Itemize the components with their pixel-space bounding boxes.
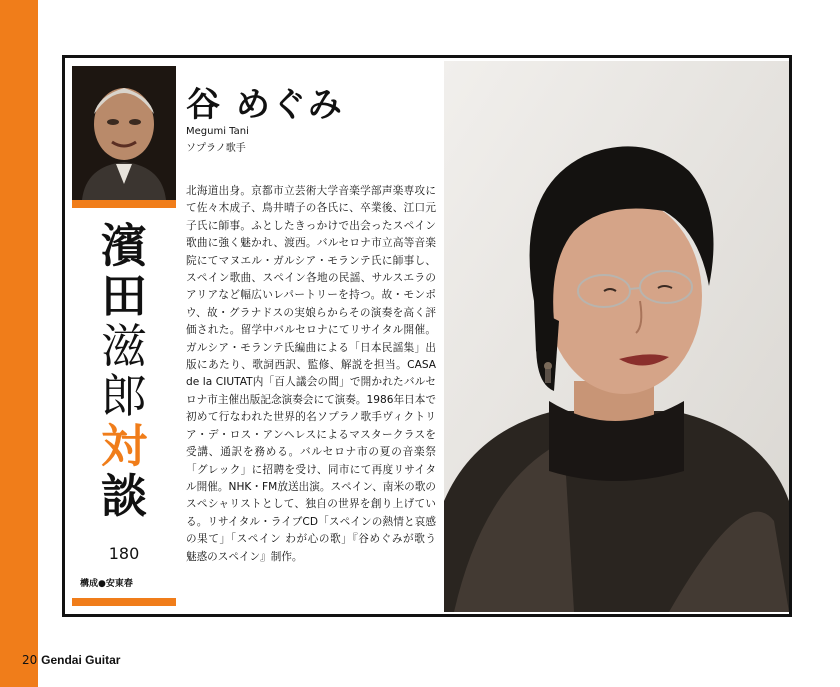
series-title-char-1: 濱: [101, 219, 147, 273]
series-title: [72, 221, 176, 521]
series-title-char-4: 郎: [101, 369, 147, 423]
host-portrait-image: [72, 66, 176, 200]
portrait-underline: [72, 200, 176, 208]
guest-name-jp: 谷 めぐみ: [186, 85, 344, 125]
magazine-name: Gendai Guitar: [41, 653, 121, 667]
page-footer: [22, 653, 120, 667]
series-column: [72, 66, 176, 612]
issue-number: 180: [108, 544, 140, 563]
page-number: 20: [22, 653, 38, 667]
host-portrait: [72, 66, 176, 200]
guest-bio: 北海道出身。京都市立芸術大学音楽学部声楽専攻にて佐々木成子、鳥井晴子の各氏に、卒業後、江口元子氏に師事。ふとしたきっかけで出会ったスペイン歌曲に強く魅かれ、渡西。バルセロナ市立高等音楽院にてマヌエル・ガルシア・モランテ氏に師事し、スペイン歌曲、スペイン各地の民謡、サルスエラのアリアなど幅広いレパートリーを持つ。故・モンポウ、故・グラナドスの実娘らからその演奏を高く評価された。留学中バルセロナにてリサイタル開催。ガルシア・モランテ氏編曲による「日本民謡集」出版にあたり、歌詞西訳、監修、解説を担当。CASA de la CIUTAT内「百人議会の間」で開かれたバルセロナ市主催出版記念演奏会にて演奏。1986年日本で初めて行なわれた世界的名ソプラノ歌手ヴィクトリア・デ・ロス・アンヘレスによるマスタークラスを受講、通訳を務める。バルセロナ市の夏の音楽祭「グレック」に招聘を受け、同市にて再度リサイタル開催。NHK・FM放送出演。スペイン、南米の歌のスペシャリストとして、独自の世界を創り上げている。リサイタル・ライブCD「スペインの熱情と哀感の果て」「スペイン わが心の歌」『谷めぐみが歌う 魅惑のスペイン』制作。: [186, 185, 436, 563]
guest-name-en: Megumi Tani: [186, 126, 249, 137]
guest-photo-image: [444, 61, 789, 612]
guest-role: ソプラノ歌手: [186, 143, 246, 154]
credit-line: 構成●安東春: [80, 579, 133, 589]
series-title-char-3: 滋: [101, 319, 147, 373]
column-bottom-bar: [72, 598, 176, 606]
series-title-char-2: 田: [101, 269, 147, 323]
guest-header: [186, 86, 344, 154]
series-title-char-6: 談: [101, 469, 147, 523]
orange-side-stripe: [0, 0, 38, 687]
guest-photo: [444, 61, 789, 612]
series-title-char-5: 対: [101, 419, 147, 473]
